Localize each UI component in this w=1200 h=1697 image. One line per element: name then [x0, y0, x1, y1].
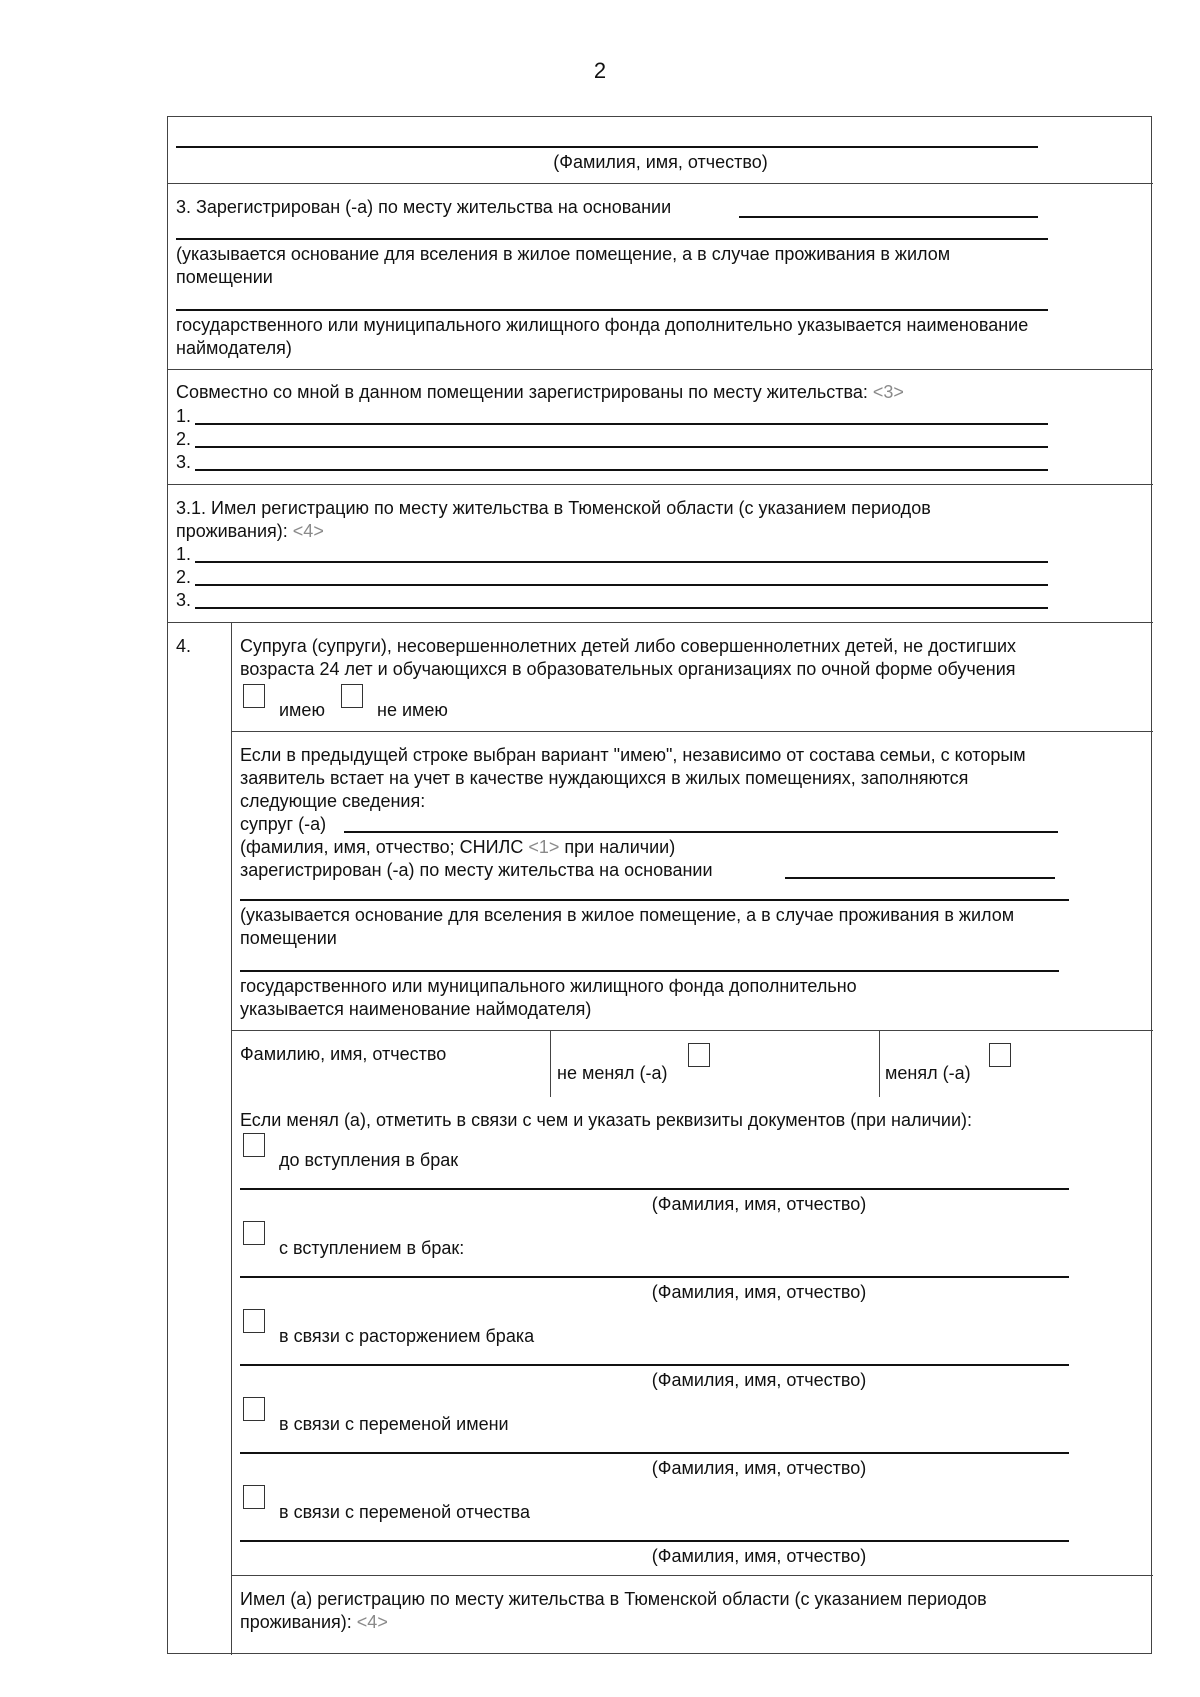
spouse-line2: возраста 24 лет и обучающихся в образовательных организациях по очной форме обучения — [240, 659, 1016, 679]
co-registered-item-1: 1. — [176, 406, 192, 426]
registered-basis-label: 3. Зарегистрирован (-а) по месту жительства на основании — [176, 197, 672, 217]
not-have-checkbox[interactable] — [341, 684, 363, 708]
if-line1: Если в предыдущей строке выбран вариант "имею", независимо от состава семьи, с которым — [240, 745, 1026, 765]
spouse-basis-fill[interactable] — [240, 899, 1069, 901]
spouse-note-line1: (указывается основание для вселения в жилое помещение, а в случае проживания в жилом — [240, 905, 1015, 925]
spouse-line1: Супруга (супруги), несовершеннолетних детей либо совершеннолетних детей, не достигших — [240, 636, 1017, 656]
spouse-fill[interactable] — [344, 831, 1058, 833]
basis-note-line3: государственного или муниципального жилищного фонда дополнительно указывается наименование — [176, 315, 1029, 335]
had-registration-line1: Имел (а) регистрацию по месту жительства в Тюменской области (с указанием периодов — [240, 1589, 987, 1609]
reason-checkbox-4[interactable] — [243, 1397, 265, 1421]
registered-basis-fill[interactable] — [739, 216, 1038, 218]
spouse-basis-fill-2[interactable] — [240, 970, 1059, 972]
name-label: Фамилию, имя, отчество — [240, 1044, 447, 1064]
spouse-note-line4: указывается наименование наймодателя) — [240, 999, 592, 1019]
reason-fill-3[interactable] — [240, 1364, 1069, 1366]
spouse-registered-fill[interactable] — [785, 877, 1055, 879]
reason-checkbox-2[interactable] — [243, 1221, 265, 1245]
co-registered-item-3: 3. — [176, 452, 192, 472]
basis-note-line2: помещении — [176, 267, 273, 287]
fio-fill-line[interactable] — [176, 146, 1038, 148]
section31-fill-2[interactable] — [195, 584, 1048, 586]
if-line3: следующие сведения: — [240, 791, 426, 811]
not-changed-checkbox[interactable] — [688, 1043, 710, 1067]
reason-checkbox-1[interactable] — [243, 1133, 265, 1157]
spouse-note-line3: государственного или муниципального жилищного фонда дополнительно — [240, 976, 857, 996]
not-changed-label: не менял (-а) — [557, 1063, 668, 1083]
row-divider — [168, 183, 1153, 184]
basis-note-line1: (указывается основание для вселения в жилое помещение, а в случае проживания в жилом — [176, 244, 951, 264]
reason-fill-5[interactable] — [240, 1540, 1069, 1542]
reason-label-5: в связи с переменой отчества — [279, 1502, 531, 1522]
reason-fill-1[interactable] — [240, 1188, 1069, 1190]
reason-label-4: в связи с переменой имени — [279, 1414, 509, 1434]
reason-fio-caption-3: (Фамилия, имя, отчество) — [651, 1370, 867, 1390]
reason-checkbox-5[interactable] — [243, 1485, 265, 1509]
reason-fio-caption-4: (Фамилия, имя, отчество) — [651, 1458, 867, 1478]
row-divider — [231, 1575, 1153, 1576]
page-number: 2 — [593, 58, 607, 83]
section31-fill-3[interactable] — [195, 607, 1048, 609]
have-checkbox[interactable] — [243, 684, 265, 708]
name-cell-divider — [550, 1030, 551, 1097]
section31-line1: 3.1. Имел регистрацию по месту жительства в Тюменской области (с указанием периодов — [176, 498, 931, 518]
section31-item-3: 3. — [176, 590, 192, 610]
section31-item-1: 1. — [176, 544, 192, 564]
section31-item-2: 2. — [176, 567, 192, 587]
name-cell-divider-2 — [879, 1030, 880, 1097]
reason-fill-2[interactable] — [240, 1276, 1069, 1278]
row-divider — [168, 369, 1153, 370]
spouse-caption: (фамилия, имя, отчество; СНИЛС <1> при наличии) — [240, 837, 676, 857]
co-registered-fill-3[interactable] — [195, 469, 1048, 471]
row-divider — [168, 622, 1153, 623]
have-label: имею — [279, 700, 325, 720]
co-registered-title: Совместно со мной в данном помещении зарегистрированы по месту жительства: <3> — [176, 382, 904, 402]
if-changed-label: Если менял (а), отметить в связи с чем и указать реквизиты документов (при наличии): — [240, 1110, 973, 1130]
section31-fill-1[interactable] — [195, 561, 1048, 563]
basis-note-line4: наймодателя) — [176, 338, 292, 358]
spouse-registered-label: зарегистрирован (-а) по месту жительства на основании — [240, 860, 713, 880]
reason-label-1: до вступления в брак — [279, 1150, 459, 1170]
section4-number: 4. — [176, 636, 192, 656]
spouse-note-line2: помещении — [240, 928, 337, 948]
reason-label-2: с вступлением в брак: — [279, 1238, 465, 1258]
changed-label: менял (-а) — [885, 1063, 971, 1083]
co-registered-fill-1[interactable] — [195, 423, 1048, 425]
basis-fill-3[interactable] — [176, 309, 1048, 311]
fio-caption: (Фамилия, имя, отчество) — [553, 152, 768, 172]
reason-fill-4[interactable] — [240, 1452, 1069, 1454]
not-have-label: не имею — [377, 700, 448, 720]
reason-fio-caption-1: (Фамилия, имя, отчество) — [651, 1194, 867, 1214]
section4-column-divider — [231, 622, 232, 1655]
changed-checkbox[interactable] — [989, 1043, 1011, 1067]
reason-fio-caption-5: (Фамилия, имя, отчество) — [651, 1546, 867, 1566]
reason-checkbox-3[interactable] — [243, 1309, 265, 1333]
if-line2: заявитель встает на учет в качестве нуждающихся в жилых помещениях, заполняются — [240, 768, 969, 788]
co-registered-item-2: 2. — [176, 429, 192, 449]
reason-label-3: в связи с расторжением брака — [279, 1326, 535, 1346]
application-form — [167, 116, 1152, 1654]
spouse-label: супруг (-а) — [240, 814, 327, 834]
row-divider — [168, 484, 1153, 485]
had-registration-line2: проживания): <4> — [240, 1612, 388, 1632]
row-divider — [231, 731, 1153, 732]
registered-basis-fill-2[interactable] — [176, 238, 1048, 240]
section31-line2: проживания): <4> — [176, 521, 324, 541]
co-registered-fill-2[interactable] — [195, 446, 1048, 448]
reason-fio-caption-2: (Фамилия, имя, отчество) — [651, 1282, 867, 1302]
row-divider — [231, 1030, 1153, 1031]
